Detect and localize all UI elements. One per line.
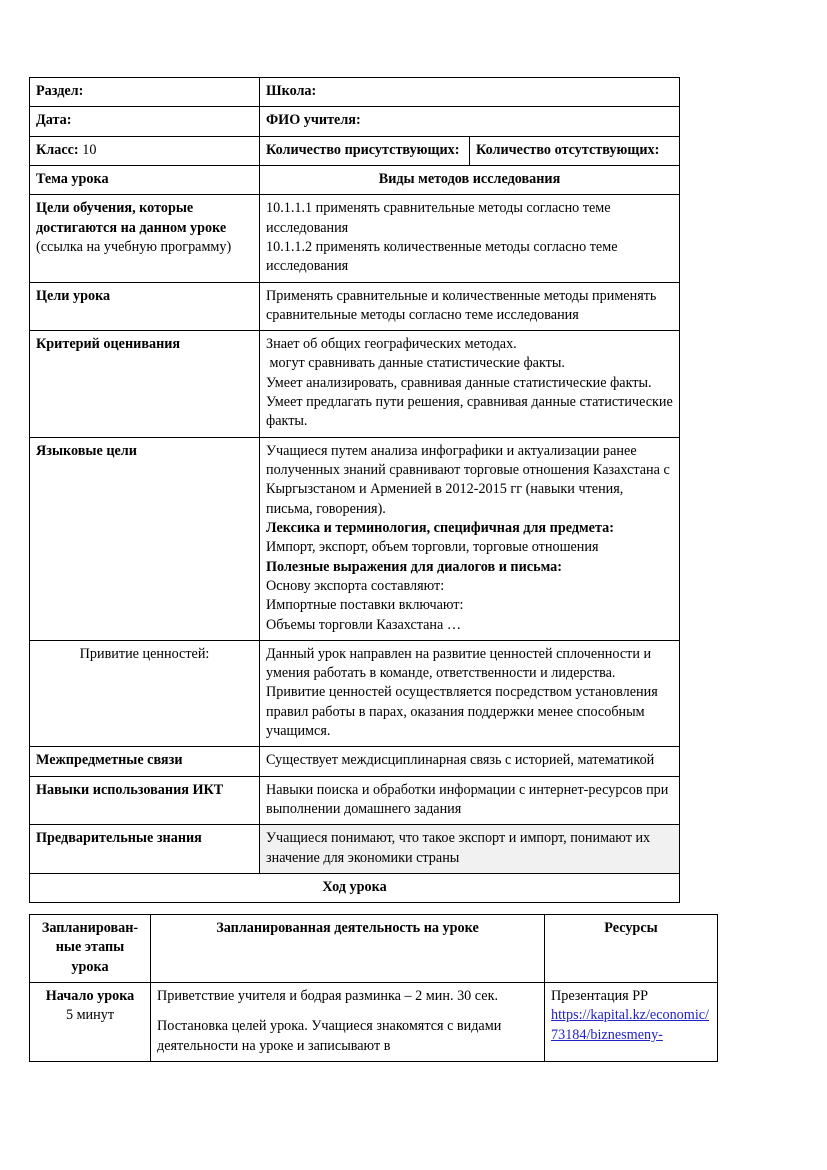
assessment-criteria-line: Умеет анализировать, сравнивая данные статистические факты. (266, 374, 652, 391)
label-date: Дата: (30, 107, 260, 136)
label-learning-objectives-plain: (ссылка на учебную программу) (36, 238, 232, 255)
label-lesson-objectives: Цели урока (30, 282, 260, 331)
table-row-lesson-flow-title (30, 873, 680, 902)
table-row-cross-curricular (30, 747, 680, 776)
table-row-ict-skills (30, 776, 680, 825)
cell-lesson-resources (545, 983, 718, 1062)
prior-knowledge-line: Учащиеся понимают, что такое экспорт и импорт, понимают их значение для экономики страны (266, 830, 654, 866)
table-row-language-objectives (30, 437, 680, 640)
header-planned-activity: Запланированная деятельность на уроке (151, 915, 545, 983)
lesson-activity-line: Приветствие учителя и бодрая разминка – 2 мин. 30 сек. (157, 988, 499, 1004)
label-section: Раздел: (30, 78, 260, 107)
header-planned-stages: Запланирован-ные этапы урока (30, 915, 151, 983)
label-class-bold: Класс: (36, 141, 79, 158)
assessment-criteria-line: Умеет предлагать пути решения, сравнивая данные статистические факты. (266, 394, 677, 430)
cell-lesson-activity (151, 983, 545, 1062)
table-row-lesson-objectives (30, 282, 680, 331)
value-language-objectives (260, 437, 680, 640)
table-row-section (30, 78, 680, 107)
label-present-count: Количество присутствующих: (260, 136, 470, 165)
resource-link[interactable]: https://kapital.kz/economic/73184/biznesmeny- (551, 1007, 709, 1043)
label-ict-skills: Навыки использования ИКТ (30, 776, 260, 825)
label-absent-count: Количество отсутствующих: (470, 136, 680, 165)
ict-skills-line: Навыки поиска и обработки информации с интернет-ресурсов при выполнении домашнего задания (266, 781, 672, 817)
values-line: Привитие ценностей осуществляется посредством установления правил работы в парах, оказания поддержки менее способным учащимся. (266, 684, 662, 740)
table-row-date (30, 107, 680, 136)
assessment-criteria-line: могут сравнивать данные статистические факты. (266, 355, 565, 372)
label-school: Школа: (260, 78, 680, 107)
language-objectives-intro: Учащиеся путем анализа инфографики и актуализации ранее полученных знаний сравнивают торговые отношения Казахстана с Кыргызстаном и Арменией в 2012-2015 гг (навыки чтения, письма, говорения). (266, 442, 674, 517)
value-values (260, 640, 680, 747)
language-objectives-phrase: Основу экспорта составляют: (266, 577, 445, 594)
lesson-plan-table (29, 77, 680, 903)
label-assessment-criteria: Критерий оценивания (30, 331, 260, 438)
lesson-stage-duration: 5 минут (65, 1007, 115, 1024)
learning-objective-line: 10.1.1.2 применять количественные методы согласно теме исследования (266, 238, 622, 275)
value-learning-objectives (260, 195, 680, 282)
lesson-objective-line: Применять сравнительные и количественные методы применять сравнительные методы согласно теме исследования (266, 287, 660, 323)
label-lesson-topic: Тема урока (30, 165, 260, 194)
value-prior-knowledge (260, 825, 680, 874)
table-row-topic (30, 165, 680, 194)
value-assessment-criteria (260, 331, 680, 438)
table-row-learning-objectives (30, 195, 680, 282)
value-lesson-topic: Виды методов исследования (260, 165, 680, 194)
language-objectives-phrase: Объемы торговли Казахстана … (266, 616, 462, 633)
lesson-flow-entry-row (30, 983, 718, 1062)
label-learning-objectives (30, 195, 260, 282)
language-objectives-vocab-line: Импорт, экспорт, объем торговли, торговые отношения (266, 539, 599, 556)
cross-curricular-line: Существует междисциплинарная связь с историей, математикой (266, 752, 655, 769)
lesson-flow-title: Ход урока (30, 873, 680, 902)
lesson-stage-name: Начало урока (45, 988, 135, 1004)
lesson-flow-table (29, 914, 718, 1062)
label-class (30, 136, 260, 165)
label-teacher-name: ФИО учителя: (260, 107, 680, 136)
table-row-assessment-criteria (30, 331, 680, 438)
values-line: Данный урок направлен на развитие ценностей сплоченности и умения работать в команде, ответственности и лидерства. (266, 645, 655, 682)
language-objectives-phrases-heading: Полезные выражения для диалогов и письма: (266, 558, 562, 575)
value-cross-curricular (260, 747, 680, 776)
lesson-flow-header-row (30, 915, 718, 983)
cell-lesson-stage (30, 983, 151, 1062)
table-row-class (30, 136, 680, 165)
lesson-activity-line: Постановка целей урока. Учащиеся знакомятся с видами деятельности на уроке и записывают в (157, 1018, 505, 1054)
language-objectives-vocab-heading: Лексика и терминология, специфичная для предмета: (266, 519, 614, 536)
header-resources: Ресурсы (545, 915, 718, 983)
value-lesson-objectives (260, 282, 680, 331)
label-cross-curricular: Межпредметные связи (30, 747, 260, 776)
table-row-values (30, 640, 680, 747)
language-objectives-phrase: Импортные поставки включают: (266, 597, 464, 614)
label-prior-knowledge: Предварительные знания (30, 825, 260, 874)
value-ict-skills (260, 776, 680, 825)
learning-objective-line: 10.1.1.1 применять сравнительные методы согласно теме исследования (266, 200, 615, 236)
assessment-criteria-line: Знает об общих географических методах. (266, 336, 517, 353)
label-language-objectives: Языковые цели (30, 437, 260, 640)
label-values: Привитие ценностей: (30, 640, 260, 747)
label-learning-objectives-bold: Цели обучения, которые достигаются на данном уроке (36, 200, 227, 236)
table-row-prior-knowledge (30, 825, 680, 874)
resource-presentation-label: Презентация РР (551, 988, 649, 1004)
label-class-value: 10 (78, 141, 97, 158)
